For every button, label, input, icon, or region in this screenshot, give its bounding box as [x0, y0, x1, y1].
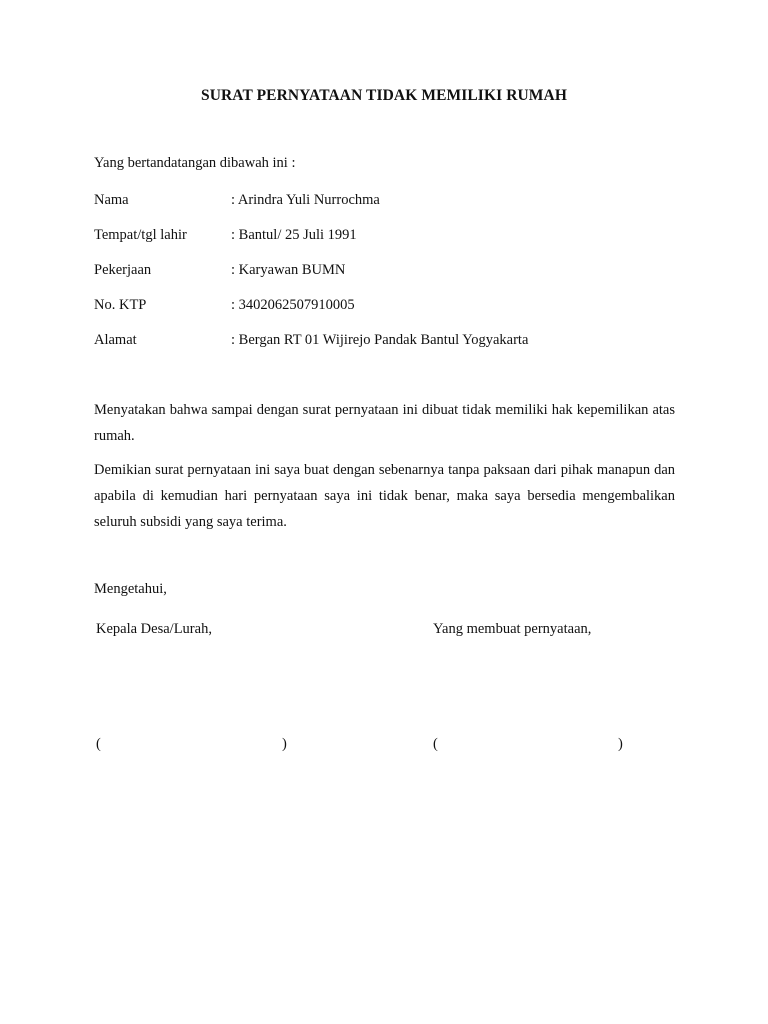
field-label-alamat: Alamat [94, 332, 137, 348]
field-label-nama: Nama [94, 192, 129, 208]
signature-right-open-paren: ( [433, 736, 438, 752]
field-label-no-ktp: No. KTP [94, 297, 147, 313]
document-title: SURAT PERNYATAAN TIDAK MEMILIKI RUMAH [201, 87, 567, 104]
field-value-no-ktp: : 3402062507910005 [231, 297, 355, 313]
field-value-pekerjaan: : Karyawan BUMN [231, 262, 346, 278]
field-value-alamat: : Bergan RT 01 Wijirejo Pandak Bantul Yogyakarta [231, 332, 529, 348]
signatory-right-label: Yang membuat pernyataan, [433, 621, 592, 637]
signatory-left-label: Kepala Desa/Lurah, [96, 621, 212, 637]
acknowledged-label: Mengetahui, [94, 581, 167, 597]
signature-left-open-paren: ( [96, 736, 101, 752]
field-label-tempat-tgl-lahir: Tempat/tgl lahir [94, 227, 187, 243]
signature-left-close-paren: ) [282, 736, 287, 752]
intro-text: Yang bertandatangan dibawah ini : [94, 155, 296, 171]
field-label-pekerjaan: Pekerjaan [94, 262, 152, 278]
field-value-tempat-tgl-lahir: : Bantul/ 25 Juli 1991 [231, 227, 357, 243]
statement-paragraph: Menyatakan bahwa sampai dengan surat pernyataan ini dibuat tidak memiliki hak kepemilikan atas rumah. [94, 402, 675, 444]
closing-paragraph: Demikian surat pernyataan ini saya buat dengan sebenarnya tanpa paksaan dari pihak manapun dan apabila di kemudian hari pernyataan saya ini tidak benar, maka saya bersedia mengembalikan seluruh subsidi yang saya terima. [94, 462, 675, 530]
signature-right-close-paren: ) [618, 736, 623, 752]
field-value-nama: : Arindra Yuli Nurrochma [231, 192, 380, 208]
